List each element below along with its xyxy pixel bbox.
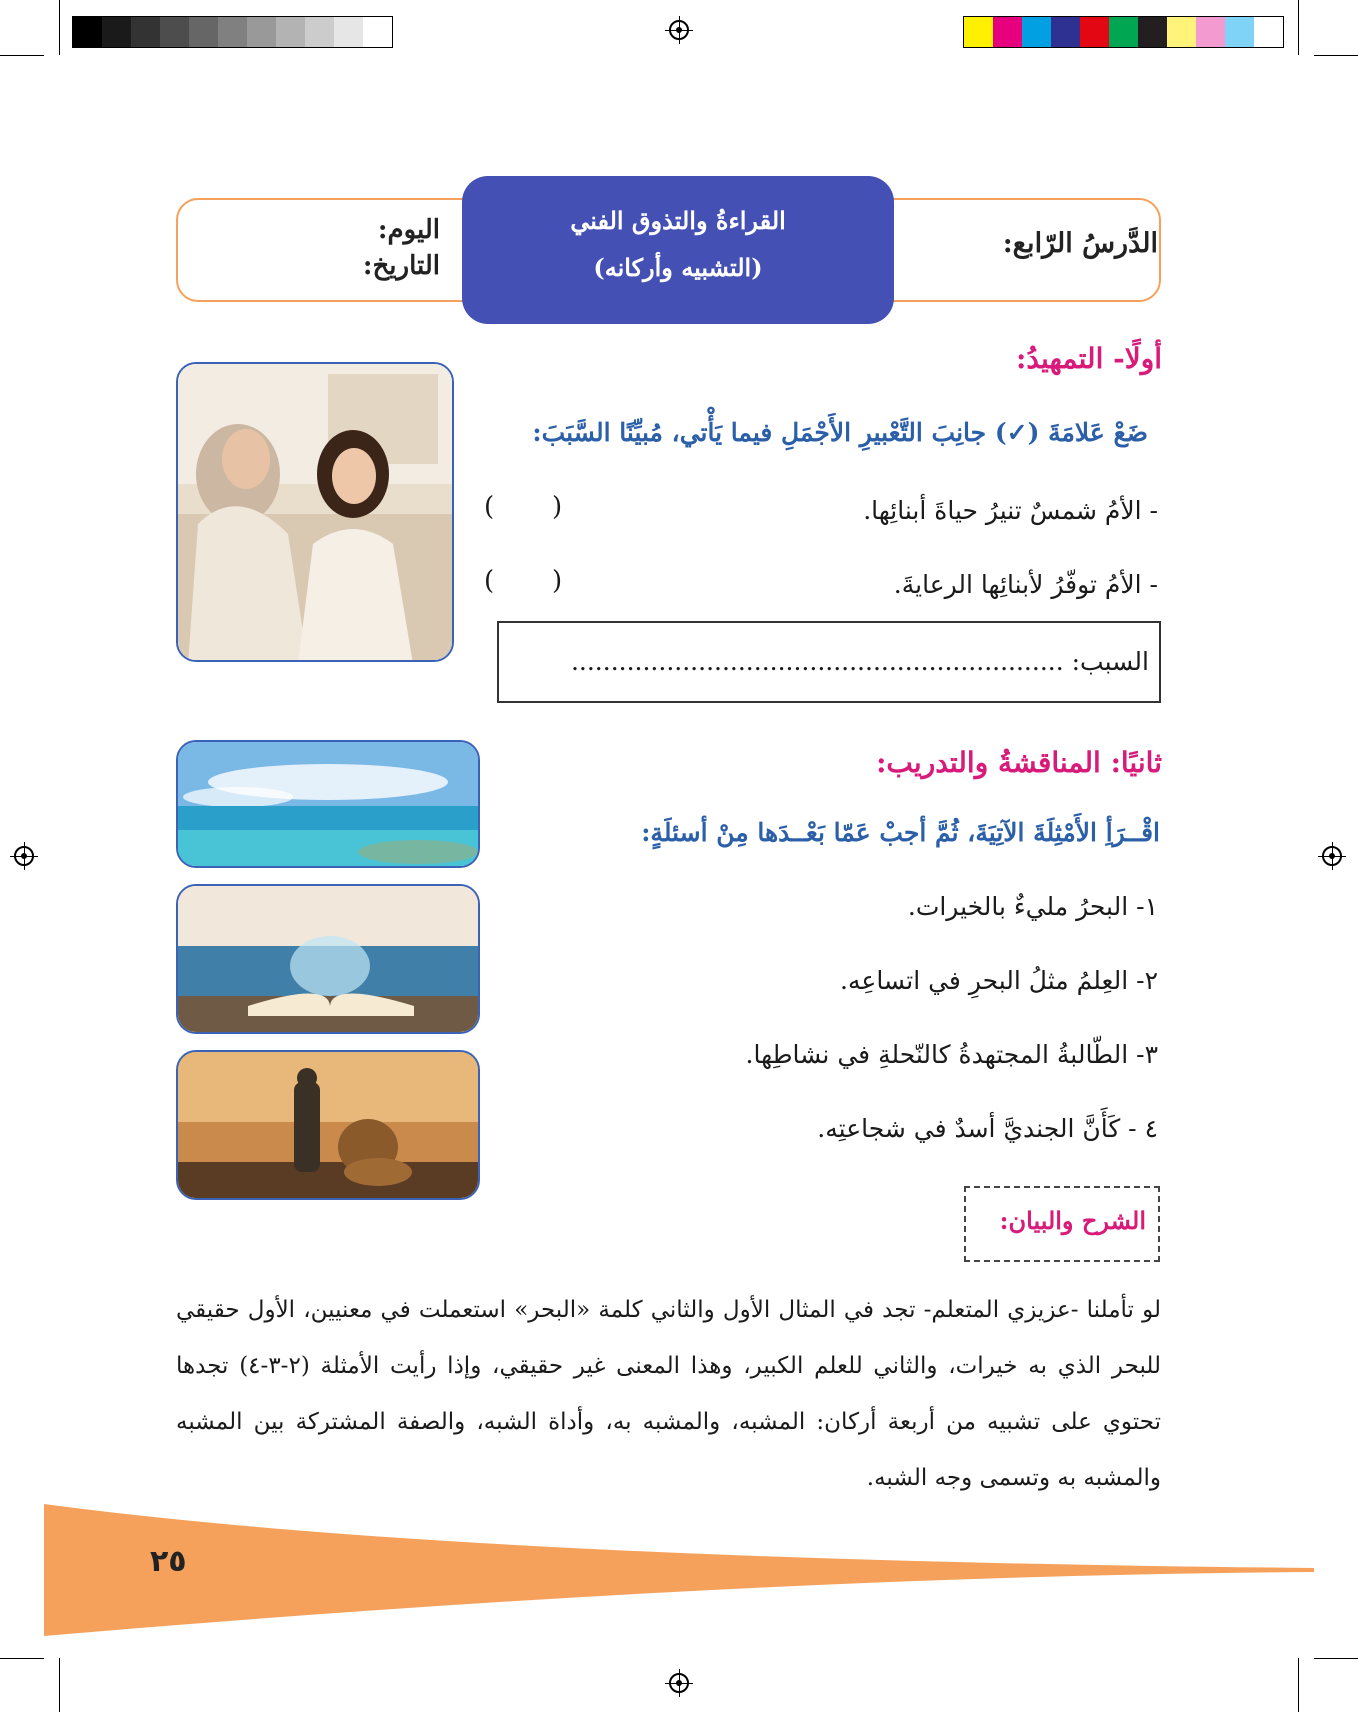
crop-mark [1298,1658,1299,1712]
calibration-swatch [73,17,102,47]
answer-paren-open: ( [484,492,495,522]
calibration-swatch [363,17,392,47]
mother-daughter-illustration [178,364,454,662]
explanation-title-box [964,1186,1160,1262]
calibration-swatch [189,17,218,47]
crop-mark [0,55,44,56]
answer-paren-close: ) [552,492,563,522]
reason-box[interactable] [497,621,1161,703]
lesson-label: الدَّرسُ الرّابع: [1002,228,1158,259]
calibration-swatch [102,17,131,47]
sea-illustration [178,742,480,868]
registration-mark-icon [1322,846,1342,866]
section-warmup-title: أولًا- التمهيدُ: [1016,342,1162,375]
calibration-swatch [1167,17,1196,47]
calibration-swatch [218,17,247,47]
registration-mark-icon [14,846,34,866]
day-label: اليوم: [377,215,440,245]
registration-mark-icon [669,20,689,40]
subject-title: القراءةُ والتذوق الفني [570,206,786,235]
explanation-title: الشرح والبيان: [999,1206,1146,1235]
calibration-swatch [131,17,160,47]
calibration-swatch [1080,17,1109,47]
header-title-panel [462,176,894,324]
calibration-swatch [1254,17,1283,47]
crop-mark [1314,1658,1358,1659]
warmup-instruction: ضَعْ عَلامَةَ (✓) جانِبَ التَّعْبيرِ الأَجْمَلِ فيما يَأْتي، مُبيِّنًا السَّبَبَ: [532,418,1148,447]
date-label: التاريخ: [362,251,440,281]
calibration-swatch [1138,17,1167,47]
color-calibration-strip [963,16,1284,48]
section-discussion-title: ثانيًا: المناقشةُ والتدريب: [876,746,1162,779]
example-1: ١- البحرُ مليءٌ بالخيرات. [907,892,1158,921]
calibration-swatch [160,17,189,47]
calibration-swatch [1051,17,1080,47]
book-sea-illustration [178,886,480,1034]
answer-paren-open: ( [484,566,495,596]
reason-line: السبب: .............................................................. [570,647,1149,676]
crop-mark [0,1658,44,1659]
sea-photo [176,740,480,868]
option-line-1: - الأمُ شمسٌ تنيرُ حياةَ أبنائِها. [863,496,1158,525]
page-number: ٢٥ [150,1544,187,1579]
crop-mark [59,0,60,55]
mother-daughter-photo [176,362,454,662]
calibration-swatch [1022,17,1051,47]
calibration-swatch [1109,17,1138,47]
gray-calibration-strip [72,16,393,48]
discussion-instruction: اقْــرَأِ الأَمْثِلَةَ الآتِيَةَ، ثُمَّ أجبْ عَمّا بَعْــدَها مِنْ أسئلَةٍ: [641,818,1160,847]
day-date-labels [340,212,440,284]
calibration-swatch [247,17,276,47]
example-3: ٣- الطّالبةُ المجتهدةُ كالنّحلةِ في نشاطِها. [745,1040,1158,1069]
book-sea-photo [176,884,480,1034]
example-4: ٤ - كَأَنَّ الجنديَّ أسدٌ في شجاعتِه. [817,1114,1158,1143]
answer-paren-close: ) [552,566,563,596]
option-line-2: - الأمُ توفّرُ لأبنائِها الرعايةَ. [893,570,1158,599]
crop-mark [1314,55,1358,56]
crop-mark [1298,0,1299,55]
calibration-swatch [1196,17,1225,47]
calibration-swatch [993,17,1022,47]
calibration-swatch [334,17,363,47]
calibration-swatch [305,17,334,47]
example-2: ٢- العِلمُ مثلُ البحرِ في اتساعِه. [840,966,1158,995]
topic-title: (التشبيه وأركانه) [593,253,763,282]
calibration-swatch [1225,17,1254,47]
soldier-lion-photo [176,1050,480,1200]
calibration-swatch [276,17,305,47]
registration-mark-icon [669,1673,689,1693]
crop-mark [59,1658,60,1712]
explanation-paragraph: لو تأملنا -عزيزي المتعلم- تجد في المثال الأول والثاني كلمة «البحر» استعملت في معنيين، الأول حقيقي للبحر الذي به خيرات، والثاني للعلم الكبير، وهذا المعنى غير حقيقي، وإذا رأيت الأمثلة (٢-٣-٤) تجدها تحتوي على تشبيه من أربعة أركان: المشبه، والمشبه به، وأداة الشبه، والصفة المشتركة بين المشبه والمشبه به وتسمى وجه الشبه. [176,1297,1162,1491]
footer-band [44,1500,1314,1640]
calibration-swatch [964,17,993,47]
soldier-lion-illustration [178,1052,480,1200]
